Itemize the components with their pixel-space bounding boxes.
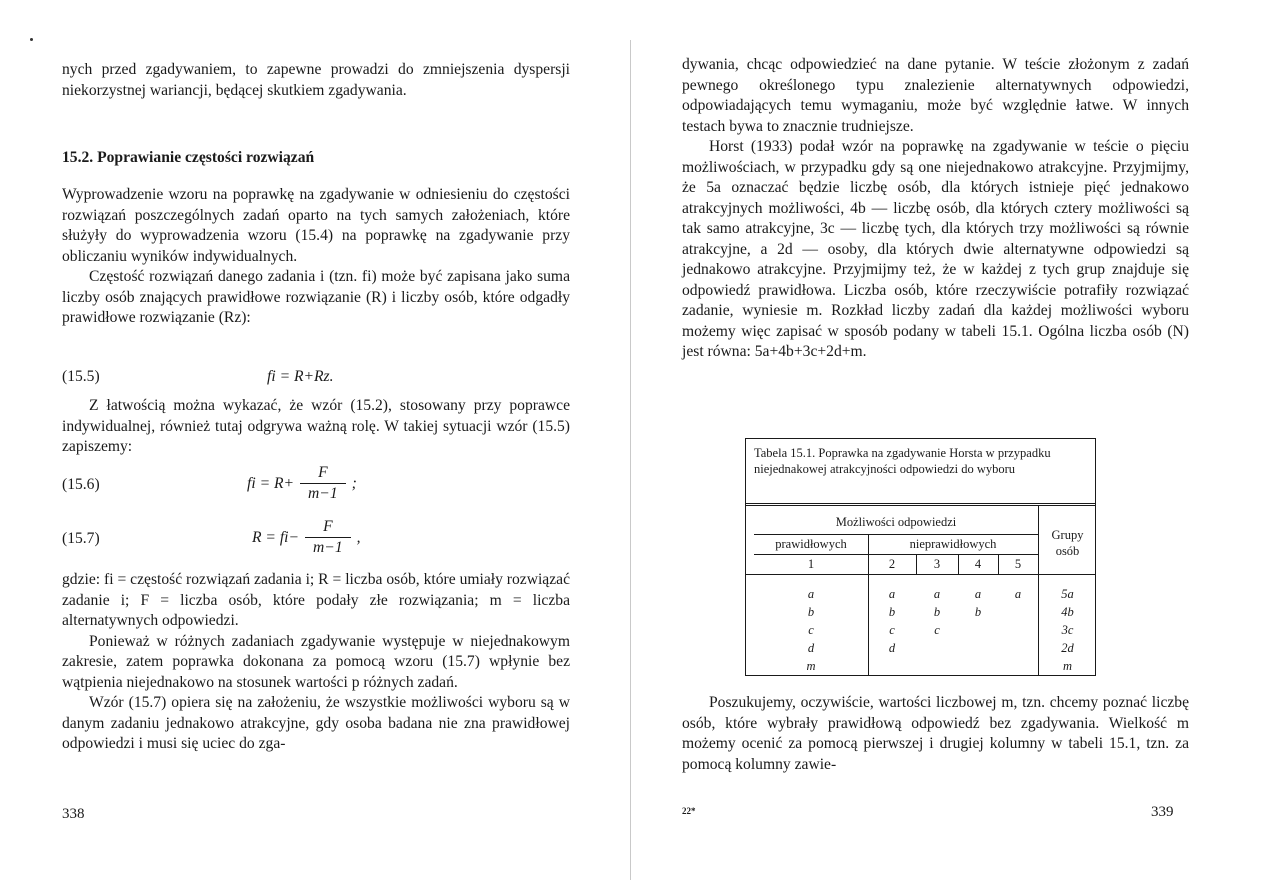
table-cell: d [888, 641, 896, 655]
table-cell: c [808, 623, 814, 637]
formula-expression: fi = R+Rz. [267, 368, 334, 385]
table-cell: a [807, 587, 815, 601]
paragraph-3: Poszukujemy, oczywiście, wartości liczbowej m, tzn. chcemy poznać liczbę osób, które wybrały prawidłową odpowiedź bez zgadywania. Wielkość m możemy ocenić za pomocą pierwszej i drugiej kolumny w tabeli 15.1, tzn. za pomocą kolumny zawie- [682, 694, 1189, 773]
table-cell: c [934, 623, 940, 637]
table-caption: Tabela 15.1. Poprawka na zgadywanie Horsta w przypadku niejednakowej atrakcyjności odpowiedzi do wyboru [754, 446, 1051, 476]
formula-15-7: (15.7) R = fi− $\frac{F}{m-1}$ , [62, 518, 361, 556]
paragraph-2: Horst (1933) podał wzór na poprawkę na zgadywanie w teście o pięciu możliwościach, w przypadku gdy są one niejednakowo atrakcyjne. Przyjmijmy, że 5a oznaczać będzie liczbę osób, dla których istnieje pięć jednakowo atrakcyjnych możliwości, 4b — liczbę osób, dla których cztery możliwości są tak samo atrakcyjne, 3c — liczbę tych, dla których trzy możliwości są równie atrakcyjne, a 2d — osoby, dla których dwie alternatywne odpowiedzi są jednakowo atrakcyjne. Przyjmijmy też, że w każdej z tych grup znajduje się odpowiedź prawidłowa. Liczba osób, które rzeczywiście potrafiły rozwiązać zadanie, wyniesie m. Rozkład liczby zadań dla każdej możliwości wyboru możemy więc zapisać w sposób podany w tabeli 15.1. Ogólna liczba osób (N) jest równa: 5a+4b+3c+2d+m. [682, 138, 1189, 360]
table-cell: m [806, 659, 816, 673]
formula-lhs: R = fi− [252, 528, 300, 546]
group-cell: m [1062, 659, 1073, 673]
formula-number: (15.5) [62, 368, 100, 385]
formula-number: (15.7) [62, 530, 100, 547]
left-page [0, 0, 630, 894]
left-body-1 [62, 185, 570, 329]
table-cell: a [974, 587, 982, 601]
col-number-5: 5 [1014, 557, 1022, 571]
table-cell: a [1014, 587, 1022, 601]
formula-lhs: fi = R+ [247, 474, 295, 492]
formula-15-6: (15.6) fi = R+ $\frac{F}{m-1}$ ; [62, 464, 357, 502]
fraction: $\frac{F}{m-1}$ [305, 518, 351, 557]
group-cell: 2d [1061, 641, 1074, 655]
paragraph-3: Z łatwością można wykazać, że wzór (15.2), stosowany przy poprawce indywidualnej, również tutaj odgrywa ważną rolę. W takiej sytuacji wzór (15.5) zapiszemy: [62, 397, 570, 455]
header-groups: Grupy osób [1051, 528, 1084, 558]
table-cell: b [974, 605, 982, 619]
paragraph-5: Ponieważ w różnych zadaniach zgadywanie występuje w niejednakowym zakresie, zatem poprawka dokonana za pomocą wzoru (15.7) wpłynie bez wątpienia niejednakowo na stosunek wartości p różnych zadań. [62, 632, 570, 691]
left-body-2 [62, 396, 570, 458]
speck [30, 38, 33, 41]
group-cell: 5a [1061, 587, 1074, 601]
col-number-3: 3 [933, 557, 941, 571]
right-body-2 [682, 693, 1189, 775]
formula-number: (15.6) [62, 476, 100, 493]
col-number-4: 4 [974, 557, 982, 571]
paragraph-2: Częstość rozwiązań danego zadania i (tzn. fi) może być zapisana jako suma liczby osób znających prawidłowe rozwiązanie (R) i liczby osób, które odgadły prawidłowe rozwiązanie (Rz): [62, 268, 570, 326]
table-cell: b [888, 605, 896, 619]
group-cell: 4b [1061, 605, 1074, 619]
right-page [632, 0, 1262, 894]
continuation-text: nych przed zgadywaniem, to zapewne prowadzi do zmniejszenia dyspersji niekorzystnej wariancji, będącej skutkiem zgadywania. [62, 61, 570, 99]
left-body-3 [62, 570, 570, 755]
right-body-1 [682, 55, 1189, 363]
paragraph-1: dywania, chcąc odpowiedzieć na dane pytanie. W teście złożonym z zadań pewnego określonego typu znalezienie alternatywnych odpowiedzi, odpowiadających temu wymaganiu, może być względnie łatwe. W innych testach bywa to znacznie trudniejsze. [682, 56, 1189, 135]
book-gutter [630, 40, 631, 880]
col-number-2: 2 [888, 557, 896, 571]
header-possibilities: Możliwości odpowiedzi [835, 515, 957, 529]
fraction: $\frac{F}{m-1}$ [300, 464, 346, 503]
table-cell: d [807, 641, 815, 655]
table-cell: c [889, 623, 895, 637]
group-cell: 3c [1061, 623, 1074, 637]
paragraph-6: Wzór (15.7) opiera się na założeniu, że wszystkie możliwości wyboru są w danym zadaniu jednakowo atrakcyjne, gdy osoba badana nie zna prawidłowej odpowiedzi i musi się uciec do zga- [62, 694, 570, 752]
header-correct: prawidłowych [775, 537, 847, 551]
page-number-left: 338 [62, 806, 85, 822]
paragraph-4: gdzie: fi = częstość rozwiązań zadania i; R = liczba osób, które umiały rozwiązać zadanie i; F = liczba osób, które podały złe rozwiązania; m = liczba alternatywnych odpowiedzi. [62, 571, 570, 629]
section-heading: 15.2. Poprawianie częstości rozwiązań [62, 149, 315, 166]
table-15-1 [745, 438, 1096, 676]
signature-mark: 22* [682, 806, 696, 816]
formula-15-5 [62, 368, 570, 390]
page-number-right: 339 [1151, 804, 1174, 820]
paragraph-1: Wyprowadzenie wzoru na poprawkę na zgadywanie w odniesieniu do częstości rozwiązań poszczególnych zadań oparto na tych samych założeniach, które służyły do wyprowadzenia wzoru (15.4) na poprawkę na zgadywanie przy obliczaniu wyników indywidualnych. [62, 186, 570, 265]
table-cell: b [933, 605, 941, 619]
continuation-paragraph [62, 60, 570, 101]
table-cell: a [933, 587, 941, 601]
header-incorrect: nieprawidłowych [909, 537, 997, 551]
table-cell: a [888, 587, 896, 601]
table-cell: b [807, 605, 815, 619]
col-number-1: 1 [807, 557, 815, 571]
